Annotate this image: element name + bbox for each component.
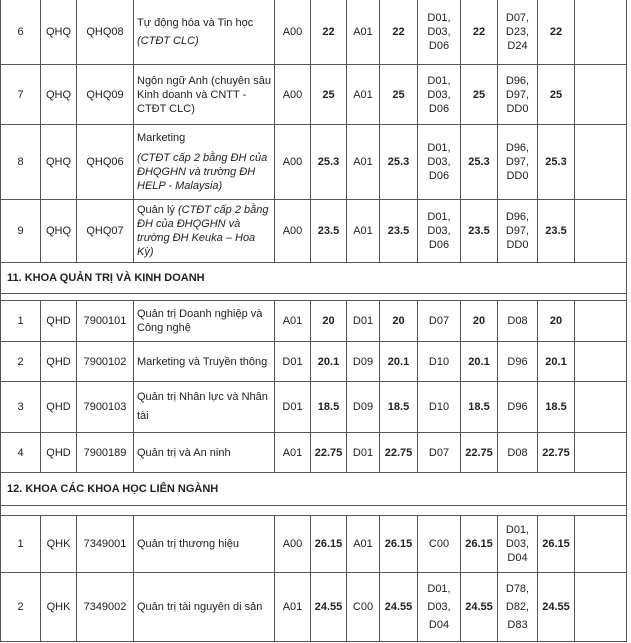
major-name <box>134 65 275 125</box>
combo-block: D07, D23, D24 <box>498 0 538 65</box>
row-number: 6 <box>1 0 41 65</box>
empty-cell <box>575 65 627 125</box>
combo-score: 22 <box>538 0 575 65</box>
combo-score: 25 <box>538 65 575 125</box>
combo-score: 24.55 <box>461 573 498 642</box>
major-code: QHQ08 <box>77 0 134 65</box>
combo-score: 26.15 <box>461 516 498 573</box>
major-code: 7900103 <box>77 382 134 433</box>
combo-block: A01 <box>275 573 311 642</box>
combo-block: D01, D03, D04 <box>418 573 461 642</box>
combo-score: 22 <box>380 0 418 65</box>
empty-cell <box>575 0 627 65</box>
combo-score: 25.3 <box>461 125 498 200</box>
major-name: Quản trị Doanh nghiệp và Công nghệ <box>134 301 275 342</box>
school-code: QHD <box>41 433 77 473</box>
combo-block: D01 <box>347 301 380 342</box>
combo-score: 26.15 <box>311 516 347 573</box>
section-title: 11. KHOA QUẢN TRỊ VÀ KINH DOANH <box>1 263 627 294</box>
combo-score: 26.15 <box>538 516 575 573</box>
school-code: QHQ <box>41 125 77 200</box>
combo-block: D08 <box>498 433 538 473</box>
combo-score: 26.15 <box>380 516 418 573</box>
major-name-main: Quản lý <box>137 204 175 216</box>
school-code: QHD <box>41 342 77 382</box>
table-row <box>1 516 627 573</box>
combo-score: 22.75 <box>380 433 418 473</box>
empty-cell <box>575 200 627 263</box>
combo-score: 20 <box>380 301 418 342</box>
combo-block: D01 <box>275 382 311 433</box>
major-name-note: (CTĐT CLC) <box>137 34 199 47</box>
combo-score: 24.55 <box>311 573 347 642</box>
section-header-row <box>1 473 627 506</box>
combo-block: A01 <box>347 125 380 200</box>
spacer-cell <box>1 506 627 516</box>
combo-block: D08 <box>498 301 538 342</box>
major-name-main: Tự động hóa và Tin học <box>137 16 254 29</box>
combo-block: A00 <box>275 65 311 125</box>
table-row <box>1 125 627 200</box>
empty-cell <box>575 125 627 200</box>
combo-score: 25 <box>311 65 347 125</box>
section-header-row <box>1 263 627 294</box>
combo-block: D01, D03, D06 <box>418 125 461 200</box>
combo-score: 20 <box>311 301 347 342</box>
table-row <box>1 200 627 263</box>
school-code: QHK <box>41 573 77 642</box>
major-code: 7349001 <box>77 516 134 573</box>
combo-block: D96, D97, DD0 <box>498 200 538 263</box>
combo-block: D01, D03, D06 <box>418 0 461 65</box>
combo-score: 22.75 <box>461 433 498 473</box>
combo-block: D01, D03, D04 <box>498 516 538 573</box>
major-name <box>134 125 275 200</box>
combo-block: A00 <box>275 200 311 263</box>
school-code: QHK <box>41 516 77 573</box>
empty-cell <box>575 301 627 342</box>
school-code: QHQ <box>41 200 77 263</box>
combo-score: 23.5 <box>538 200 575 263</box>
combo-block: D07 <box>418 301 461 342</box>
combo-score: 20.1 <box>380 342 418 382</box>
combo-block: C00 <box>418 516 461 573</box>
major-name <box>134 200 275 263</box>
combo-block: D96, D97, DD0 <box>498 65 538 125</box>
major-code: 7900102 <box>77 342 134 382</box>
table-row <box>1 573 627 642</box>
empty-cell <box>575 433 627 473</box>
combo-block: D96, D97, DD0 <box>498 125 538 200</box>
combo-score: 20 <box>538 301 575 342</box>
major-name-note: (CTĐT cấp 2 bằng ĐH của ĐHQGHN và trường ĐH HELP - Malaysia) <box>137 152 268 192</box>
combo-block: A01 <box>347 200 380 263</box>
row-number: 2 <box>1 342 41 382</box>
major-code: 7900189 <box>77 433 134 473</box>
combo-score: 24.55 <box>538 573 575 642</box>
row-number: 9 <box>1 200 41 263</box>
combo-score: 23.5 <box>311 200 347 263</box>
combo-block: D78, D82, D83 <box>498 573 538 642</box>
combo-block: D01 <box>347 433 380 473</box>
school-code: QHQ <box>41 0 77 65</box>
empty-cell <box>575 573 627 642</box>
combo-block: A00 <box>275 516 311 573</box>
combo-block: D01, D03, D06 <box>418 65 461 125</box>
combo-score: 24.55 <box>380 573 418 642</box>
row-number: 3 <box>1 382 41 433</box>
combo-score: 20.1 <box>461 342 498 382</box>
combo-block: A01 <box>275 433 311 473</box>
combo-block: D96 <box>498 382 538 433</box>
combo-score: 18.5 <box>538 382 575 433</box>
combo-score: 23.5 <box>461 200 498 263</box>
school-code: QHD <box>41 301 77 342</box>
combo-score: 25 <box>380 65 418 125</box>
spacer-cell <box>1 294 627 301</box>
combo-block: D09 <box>347 382 380 433</box>
school-code: QHD <box>41 382 77 433</box>
combo-score: 22 <box>461 0 498 65</box>
combo-block: D07 <box>418 433 461 473</box>
empty-cell <box>575 516 627 573</box>
row-number: 7 <box>1 65 41 125</box>
combo-block: A00 <box>275 125 311 200</box>
table-row <box>1 301 627 342</box>
combo-score: 25.3 <box>380 125 418 200</box>
table-row <box>1 65 627 125</box>
combo-block: C00 <box>347 573 380 642</box>
major-code: QHQ07 <box>77 200 134 263</box>
combo-score: 18.5 <box>311 382 347 433</box>
major-code: QHQ09 <box>77 65 134 125</box>
row-number: 1 <box>1 516 41 573</box>
empty-cell <box>575 382 627 433</box>
major-name: Quản trị thương hiệu <box>134 516 275 573</box>
major-name-main: Marketing <box>137 132 186 144</box>
combo-block: A01 <box>347 0 380 65</box>
combo-score: 18.5 <box>380 382 418 433</box>
combo-block: A00 <box>275 0 311 65</box>
section-title: 12. KHOA CÁC KHOA HỌC LIÊN NGÀNH <box>1 473 627 506</box>
combo-block: A01 <box>347 516 380 573</box>
combo-score: 20.1 <box>311 342 347 382</box>
combo-score: 20 <box>461 301 498 342</box>
spacer-row <box>1 506 627 516</box>
spacer-row <box>1 294 627 301</box>
major-name: Quản trị và An ninh <box>134 433 275 473</box>
major-name <box>134 0 275 65</box>
row-number: 1 <box>1 301 41 342</box>
combo-block: A01 <box>275 301 311 342</box>
major-name: Quản trị Nhân lực và Nhân tài <box>134 382 275 433</box>
major-name-main: Ngôn ngữ Anh (chuyên sâu Kinh doanh và CNTT - CTĐT CLC) <box>137 74 271 115</box>
combo-score: 22.75 <box>311 433 347 473</box>
combo-score: 22 <box>311 0 347 65</box>
major-name: Quản trị tài nguyên di sản <box>134 573 275 642</box>
major-code: QHQ06 <box>77 125 134 200</box>
combo-score: 25.3 <box>311 125 347 200</box>
combo-score: 23.5 <box>380 200 418 263</box>
major-name: Marketing và Truyền thông <box>134 342 275 382</box>
combo-block: D01, D03, D06 <box>418 200 461 263</box>
row-number: 4 <box>1 433 41 473</box>
combo-block: D10 <box>418 382 461 433</box>
row-number: 8 <box>1 125 41 200</box>
major-code: 7349002 <box>77 573 134 642</box>
combo-score: 22.75 <box>538 433 575 473</box>
combo-score: 25.3 <box>538 125 575 200</box>
table-row <box>1 0 627 65</box>
table-row <box>1 342 627 382</box>
table-row <box>1 382 627 433</box>
row-number: 2 <box>1 573 41 642</box>
combo-block: D10 <box>418 342 461 382</box>
combo-block: D96 <box>498 342 538 382</box>
empty-cell <box>575 342 627 382</box>
combo-score: 20.1 <box>538 342 575 382</box>
major-name-note: (CTĐT cấp 2 bằng ĐH của ĐHQGHN và trường ĐH Keuka – Hoa Kỳ) <box>137 204 269 258</box>
combo-block: A01 <box>347 65 380 125</box>
combo-score: 18.5 <box>461 382 498 433</box>
table-row <box>1 433 627 473</box>
major-code: 7900101 <box>77 301 134 342</box>
school-code: QHQ <box>41 65 77 125</box>
combo-block: D09 <box>347 342 380 382</box>
combo-block: D01 <box>275 342 311 382</box>
combo-score: 25 <box>461 65 498 125</box>
